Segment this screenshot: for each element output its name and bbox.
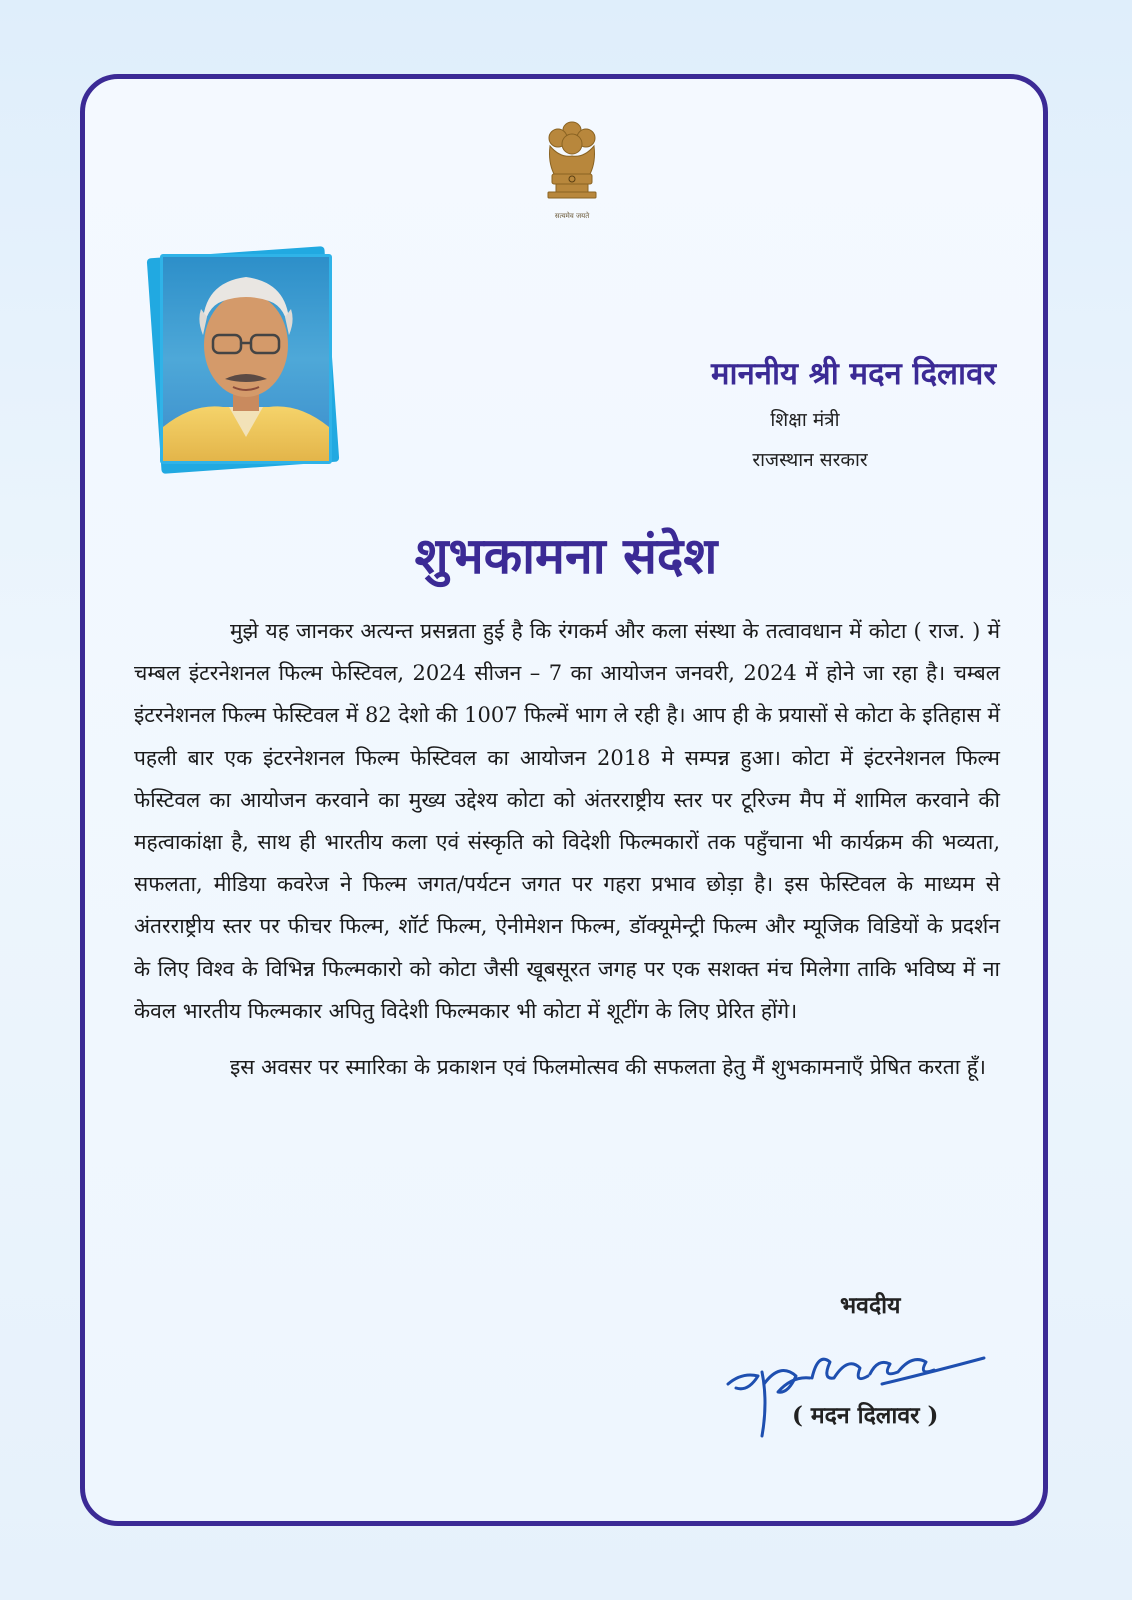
national-emblem-icon bbox=[540, 118, 604, 226]
portrait-photo bbox=[154, 246, 344, 476]
message-paragraph-1: मुझे यह जानकर अत्यन्त प्रसन्नता हुई है कि रंगकर्म और कला संस्था के तत्वावधान में कोटा ( राज. ) में चम्बल इंटरनेशनल फिल्म फेस्टिवल, 2024 सीजन – 7 का आयोजन जनवरी, 2024 में होने जा रहा है। चम्बल इंटरनेशनल फिल्म फेस्टिवल में 82 देशो की 1007 फिल्में भाग ले रही है। आप ही के प्रयासों से कोटा के इतिहास में पहली बार एक इंटरनेशनल फिल्म फेस्टिवल का आयोजन 2018 मे सम्पन्न हुआ। कोटा में इंटरनेशनल फिल्म फेस्टिवल का आयोजन करवाने का मुख्य उद्देश्य कोटा को अंतरराष्ट्रीय स्तर पर टूरिज्म मैप में शामिल करवाने की महत्वाकांक्षा है, साथ ही भारतीय कला एवं संस्कृति को विदेशी फिल्मकारों तक पहुँचाना भी कार्यक्रम की भव्यता, सफलता, मीडिया कवरेज ने फिल्म जगत/पर्यटन जगत पर गहरा प्रभाव छोड़ा है। इस फेस्टिवल के माध्यम से अंतरराष्ट्रीय स्तर पर फीचर फिल्म, शॉर्ट फिल्म, ऐनीमेशन फिल्म, डॉक्यूमेन्ट्री फिल्म और म्यूजिक विडियों के प्रदर्शन के लिए विश्व के विभिन्न फिल्मकारो को कोटा जैसी खूबसूरत जगह पर एक सशक्त मंच मिलेगा ताकि भविष्य में ना केवल भारतीय फिल्मकार अपितु विदेशी फिल्मकार भी कोटा में शूटींग के लिए प्रेरित होंगे। bbox=[134, 619, 1000, 1023]
minister-name: माननीय श्री मदन दिलावर bbox=[711, 356, 996, 392]
closing-salutation: भवदीय bbox=[840, 1292, 901, 1319]
photo-image bbox=[160, 254, 332, 464]
emblem-motto: सत्यमेव जयते bbox=[554, 212, 590, 220]
message-body bbox=[134, 610, 1000, 1088]
government-name: राजस्थान सरकार bbox=[752, 449, 868, 471]
signature-mark bbox=[722, 1332, 990, 1452]
minister-designation: शिक्षा मंत्री bbox=[770, 409, 840, 431]
signatory-name: ( मदन दिलावर ) bbox=[792, 1402, 939, 1429]
message-paragraph-2: इस अवसर पर स्मारिका के प्रकाशन एवं फिलमोत्सव की सफलता हेतु मैं शुभकामनाएँ प्रेषित करता हूँ। bbox=[230, 1055, 986, 1080]
page-title: शुभकामना संदेश bbox=[414, 526, 718, 585]
